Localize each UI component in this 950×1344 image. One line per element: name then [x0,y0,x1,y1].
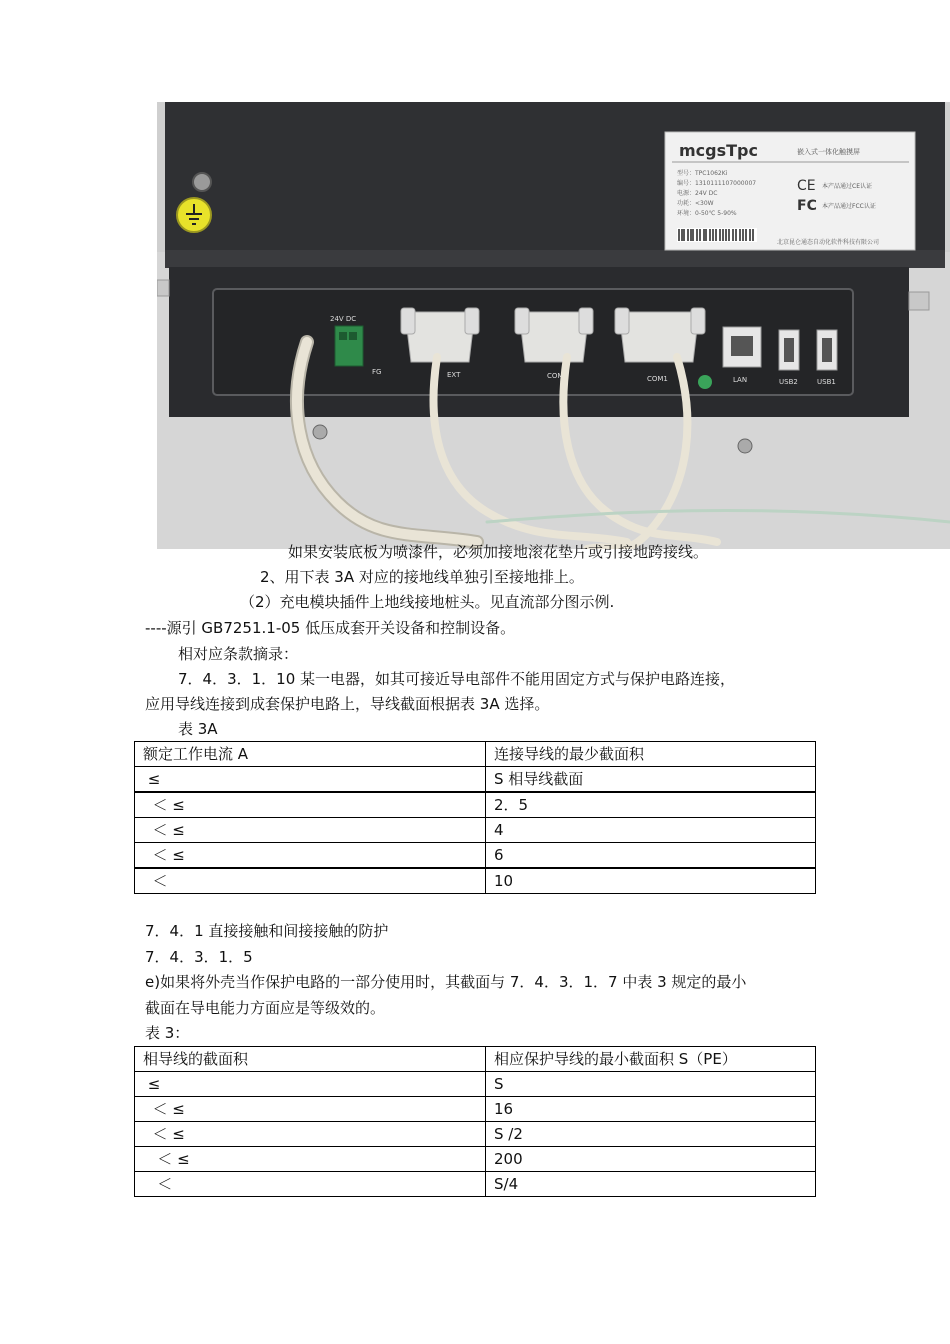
port-label-lan: LAN [733,376,748,384]
table-row [135,843,816,869]
port-label-usb2: USB2 [779,378,798,386]
label-line-5: 环境：0-50℃ 5-90% [677,210,737,217]
table-cell: ≤ [135,1072,486,1097]
clause-3e-line-b: 截面在导电能力方面应是等级效的。 [145,999,386,1017]
label-line-4: 功耗：<30W [677,200,714,207]
table-cell: S /2 [486,1122,816,1147]
clause-3e-line-a: e)如果将外壳当作保护电路的一部分使用时，其截面与 7．4．3．1．7 中表 3 规定的最小 [145,973,747,991]
port-label-usb1: USB1 [817,378,836,386]
table-cell: 10 [486,868,816,894]
table-cell: 16 [486,1097,816,1122]
table-cell: S 相导线截面 [486,767,816,793]
table-cell: ≤ [135,767,486,793]
com1-connector [615,308,705,362]
table-row [135,1072,816,1097]
table-row [135,1172,816,1197]
table-row [135,1122,816,1147]
com2-connector [515,308,593,362]
barcode [677,228,757,242]
label-line-3: 电源：24V DC [677,190,718,197]
table-header-row [135,1047,816,1072]
table-cell: ＜ ≤ [135,792,486,818]
brand-label: mcgsTpc [679,141,758,160]
table-cell: ＜ ≤ [135,1147,486,1172]
port-label-com1: COM1 [647,375,668,383]
table-cell: ＜ ≤ [135,1097,486,1122]
label-maker: 北京昆仑通态自动化软件科技有限公司 [777,239,880,246]
table-header-cell: 额定工作电流 A [135,742,486,767]
table-cell: 6 [486,843,816,869]
ce-mark: CE [797,178,816,194]
table-cell: 4 [486,818,816,843]
table-cell: ＜ ≤ [135,843,486,869]
table-row [135,1097,816,1122]
label-line-2: 编号：1310111107000007 [677,180,757,187]
device-illustration [157,102,950,549]
item-2: 2、用下表 3A 对应的接地线单独引至接地排上。 [260,568,584,586]
screw-icon [313,425,327,439]
table-3a-title: 表 3A [178,720,218,738]
table-row [135,792,816,818]
table-row [135,868,816,894]
excerpt-line: 相对应条款摘录： [178,645,299,663]
table-3-title: 表 3： [145,1024,190,1042]
clause-1-line-a: 7．4．3．1．10 某一电器，如其可接近导电部件不能用固定方式与保护电路连接， [178,670,736,688]
clause-2-line: 7．4．1 直接接触和间接接触的防护 [145,922,389,940]
table-cell: S/4 [486,1172,816,1197]
fg-label: FG [372,368,382,376]
table-cell: 200 [486,1147,816,1172]
port-label-ext: EXT [447,371,461,379]
ce-text: 本产品通过CE认证 [822,183,872,190]
table-cell: S [486,1072,816,1097]
table-header-cell: 相导线的截面积 [135,1047,486,1072]
clause-1-line-b: 应用导线连接到成套保护电路上，导线截面根据表 3A 选择。 [145,695,550,713]
partial-line: 如果安装底板为喷漆件，必须加接地滚花垫片或引接地跨接线。 [288,543,709,561]
table-cell: ＜ ≤ [135,818,486,843]
port-label-com2: COM2 [547,372,568,380]
table-3a [134,741,816,894]
fc-mark: FC [797,198,817,214]
table-row [135,818,816,843]
table-row [135,1147,816,1172]
power-label: 24V DC [330,315,357,323]
label-line-1: 型号：TPC1062Ki [677,170,728,177]
table-cell: ＜ ≤ [135,1122,486,1147]
fc-text: 本产品通过FCC认证 [822,203,876,210]
item-charge: （2）充电模块插件上地线接地桩头。见直流部分图示例. [240,593,615,611]
table-header-row [135,742,816,767]
clause-3-line: 7．4．3．1．5 [145,948,253,966]
screw-icon [738,439,752,453]
device-photo [157,102,950,549]
table-cell: ＜ [135,868,486,894]
screw-icon [193,173,211,191]
table-cell: ＜ [135,1172,486,1197]
label-title: 嵌入式一体化触摸屏 [797,148,860,156]
table-header-cell: 相应保护导线的最小截面积 S（PE） [486,1047,816,1072]
source-line: ----源引 GB7251.1-05 低压成套开关设备和控制设备。 [145,619,516,637]
status-led-icon [698,375,712,389]
table-header-cell: 连接导线的最少截面积 [486,742,816,767]
table-row [135,767,816,793]
table-cell: 2．5 [486,792,816,818]
table-3 [134,1046,816,1197]
ext-connector [401,308,479,362]
